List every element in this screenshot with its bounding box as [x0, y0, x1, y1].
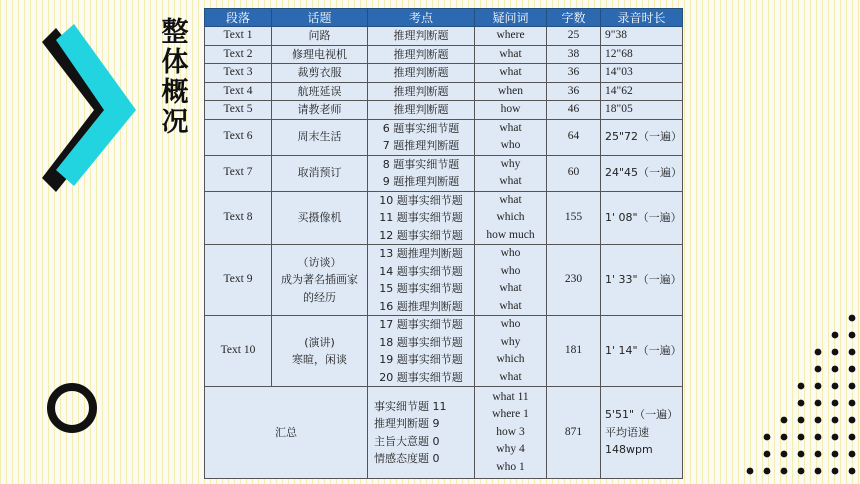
cell-paragraph: Text 3 — [205, 64, 272, 83]
summary-qword-line: where 1 — [492, 408, 529, 421]
summary-duration-line: 平均语速 — [605, 425, 649, 439]
cell-question-word — [475, 245, 547, 316]
cell-test-point: 推理判断题 — [368, 27, 475, 46]
cell-topic: 航班延误 — [272, 82, 368, 101]
cell-topic: 裁剪衣服 — [272, 64, 368, 83]
cell-question-word — [475, 119, 547, 155]
cell-duration: 24"45（一遍） — [601, 155, 683, 191]
summary-point-line: 事实细节题 11 — [374, 399, 447, 413]
ring-decoration — [44, 380, 100, 436]
question-word-line: which — [496, 353, 525, 365]
dot — [781, 417, 788, 424]
title-char: 体 — [161, 47, 189, 78]
dot — [849, 349, 856, 356]
table-row — [205, 101, 683, 120]
table-row — [205, 316, 683, 387]
dot — [798, 400, 805, 407]
cell-test-point: 推理判断题 — [368, 45, 475, 64]
summary-row — [205, 387, 683, 479]
summary-qword-line: what 11 — [492, 390, 529, 403]
dot — [832, 451, 839, 458]
cell-word-count: 181 — [547, 316, 601, 387]
topic-line: 的经历 — [303, 290, 336, 304]
dot — [849, 400, 856, 407]
question-word-line: who — [500, 264, 521, 277]
test-point-line: 9 题推理判断题 — [382, 175, 460, 188]
dot — [798, 417, 805, 424]
cell-duration: 14"03 — [601, 64, 683, 83]
table-row — [205, 119, 683, 155]
dot — [764, 434, 771, 441]
title-char: 整 — [161, 17, 189, 48]
cell-paragraph: Text 1 — [205, 27, 272, 46]
summary-question-words — [475, 387, 547, 479]
cell-question-word — [475, 155, 547, 191]
summary-point-line: 推理判断题 9 — [374, 417, 440, 430]
cell-topic: 请教老师 — [272, 101, 368, 120]
dot — [815, 349, 822, 356]
cell-duration: 25"72（一遍） — [601, 119, 683, 155]
test-point-line: 11 题事实细节题 — [379, 211, 463, 224]
cell-test-point: 推理判断题 — [368, 82, 475, 101]
dot — [832, 332, 839, 339]
cell-test-point: 推理判断题 — [368, 64, 475, 83]
cell-test-point: 推理判断题 — [368, 101, 475, 120]
summary-duration-line: 148wpm — [605, 443, 653, 457]
cell-topic: 周末生活 — [272, 119, 368, 155]
test-point-line: 15 题事实细节题 — [379, 282, 463, 295]
cell-question-word: how — [475, 101, 547, 120]
table-row — [205, 191, 683, 245]
cell-paragraph: Text 7 — [205, 155, 272, 191]
summary-duration — [601, 387, 683, 479]
dot — [849, 383, 856, 390]
dot — [832, 349, 839, 356]
cell-topic: 买摄像机 — [272, 191, 368, 245]
chevron-decoration — [36, 24, 146, 194]
cell-question-word: what — [475, 45, 547, 64]
cell-question-word: where — [475, 27, 547, 46]
test-point-line: 7 题推理判断题 — [382, 139, 460, 152]
header-question-word: 疑问词 — [475, 9, 547, 27]
cell-word-count: 46 — [547, 101, 601, 120]
cell-word-count: 36 — [547, 64, 601, 83]
question-word-line: who — [500, 318, 521, 330]
dot — [747, 468, 754, 475]
question-word-line: who — [500, 247, 521, 259]
table-row — [205, 82, 683, 101]
summary-test-points — [368, 387, 475, 479]
dot — [798, 383, 805, 390]
cell-test-point — [368, 119, 475, 155]
test-point-line: 16 题推理判断题 — [379, 299, 463, 313]
dot — [798, 451, 805, 458]
header-duration: 录音时长 — [601, 9, 683, 27]
cell-topic — [272, 316, 368, 387]
overview-table — [204, 8, 683, 479]
topic-line: 成为著名插画家 — [281, 273, 358, 287]
cell-word-count: 230 — [547, 245, 601, 316]
question-word-line: what — [499, 193, 522, 206]
question-word-line: why — [500, 335, 521, 348]
dot — [815, 366, 822, 373]
summary-point-line: 情感态度题 0 — [374, 452, 440, 465]
table-row — [205, 245, 683, 316]
dot — [815, 400, 822, 407]
cell-paragraph: Text 6 — [205, 119, 272, 155]
title-char: 概 — [161, 77, 189, 108]
dot — [815, 417, 822, 424]
summary-qword-line: why 4 — [496, 443, 525, 456]
dot — [849, 315, 856, 322]
table-row — [205, 45, 683, 64]
cell-duration: 1' 33"（一遍） — [601, 245, 683, 316]
test-point-line: 17 题事实细节题 — [379, 318, 463, 331]
dot — [832, 383, 839, 390]
cell-word-count: 64 — [547, 119, 601, 155]
cell-duration: 14"62 — [601, 82, 683, 101]
summary-word-count: 871 — [547, 387, 601, 479]
dot — [849, 332, 856, 339]
dot — [781, 434, 788, 441]
test-point-line: 13 题推理判断题 — [379, 247, 463, 260]
question-word-line: what — [499, 121, 522, 134]
dot — [849, 434, 856, 441]
cell-word-count: 155 — [547, 191, 601, 245]
dot — [815, 451, 822, 458]
header-topic: 话题 — [272, 9, 368, 27]
test-point-line: 12 题事实细节题 — [379, 228, 463, 242]
cell-test-point — [368, 316, 475, 387]
cell-duration: 1' 08"（一遍） — [601, 191, 683, 245]
summary-label: 汇总 — [205, 387, 368, 479]
table-header-row — [205, 9, 683, 27]
cell-word-count: 36 — [547, 82, 601, 101]
test-point-line: 18 题事实细节题 — [379, 335, 463, 349]
summary-qword-line: who 1 — [496, 460, 525, 473]
dot — [815, 383, 822, 390]
question-word-line: what — [499, 175, 522, 187]
dot — [798, 434, 805, 441]
header-test-point: 考点 — [368, 9, 475, 27]
cell-word-count: 60 — [547, 155, 601, 191]
test-point-line: 6 题事实细节题 — [382, 121, 460, 135]
table-row — [205, 27, 683, 46]
dot — [832, 366, 839, 373]
dot — [781, 468, 788, 475]
cell-topic: 取消预订 — [272, 155, 368, 191]
cell-word-count: 38 — [547, 45, 601, 64]
header-paragraph: 段落 — [205, 9, 272, 27]
test-point-line: 14 题事实细节题 — [379, 264, 463, 278]
summary-duration-line: 5'51"（一遍） — [605, 408, 679, 422]
test-point-line: 20 题事实细节题 — [379, 370, 463, 384]
vertical-title — [158, 18, 192, 138]
dot — [781, 451, 788, 458]
cell-question-word: what — [475, 64, 547, 83]
question-word-line: what — [499, 299, 522, 312]
test-point-line: 19 题事实细节题 — [379, 353, 463, 366]
header-word-count: 字数 — [547, 9, 601, 27]
cell-question-word — [475, 191, 547, 245]
summary-qword-line: how 3 — [496, 425, 525, 438]
dot — [832, 468, 839, 475]
cell-topic — [272, 245, 368, 316]
topic-line: (演讲) — [304, 335, 335, 349]
dot — [832, 417, 839, 424]
cell-question-word: when — [475, 82, 547, 101]
dot — [764, 451, 771, 458]
question-word-line: who — [500, 139, 521, 151]
cell-paragraph: Text 8 — [205, 191, 272, 245]
cell-test-point — [368, 155, 475, 191]
question-word-line: which — [496, 211, 525, 223]
dot — [815, 468, 822, 475]
cell-word-count: 25 — [547, 27, 601, 46]
cell-duration: 1' 14"（一遍） — [601, 316, 683, 387]
overview-table-container — [204, 8, 682, 474]
dot — [832, 400, 839, 407]
title-char: 况 — [161, 107, 189, 138]
question-word-line: what — [499, 370, 522, 383]
dot — [764, 468, 771, 475]
topic-line: 寒暄，闲谈 — [292, 353, 347, 366]
cell-paragraph: Text 5 — [205, 101, 272, 120]
cell-paragraph: Text 9 — [205, 245, 272, 316]
dot — [832, 434, 839, 441]
cell-test-point — [368, 245, 475, 316]
cell-duration: 12"68 — [601, 45, 683, 64]
cell-duration: 18"05 — [601, 101, 683, 120]
question-word-line: how much — [486, 228, 535, 241]
table-row — [205, 155, 683, 191]
dot — [798, 468, 805, 475]
dot-pattern-decoration — [725, 310, 860, 484]
cell-test-point — [368, 191, 475, 245]
dot — [849, 417, 856, 424]
question-word-line: why — [500, 157, 521, 170]
cell-topic: 修理电视机 — [272, 45, 368, 64]
cell-question-word — [475, 316, 547, 387]
dot — [815, 434, 822, 441]
cell-paragraph: Text 2 — [205, 45, 272, 64]
test-point-line: 8 题事实细节题 — [382, 157, 460, 171]
dot — [849, 468, 856, 475]
dot — [849, 366, 856, 373]
topic-line: （访谈） — [297, 255, 342, 269]
test-point-line: 10 题事实细节题 — [379, 193, 463, 207]
summary-point-line: 主旨大意题 0 — [374, 434, 440, 448]
cell-topic: 问路 — [272, 27, 368, 46]
dot — [849, 451, 856, 458]
question-word-line: what — [499, 282, 522, 294]
cell-paragraph: Text 4 — [205, 82, 272, 101]
table-row — [205, 64, 683, 83]
cell-paragraph: Text 10 — [205, 316, 272, 387]
cell-duration: 9"38 — [601, 27, 683, 46]
